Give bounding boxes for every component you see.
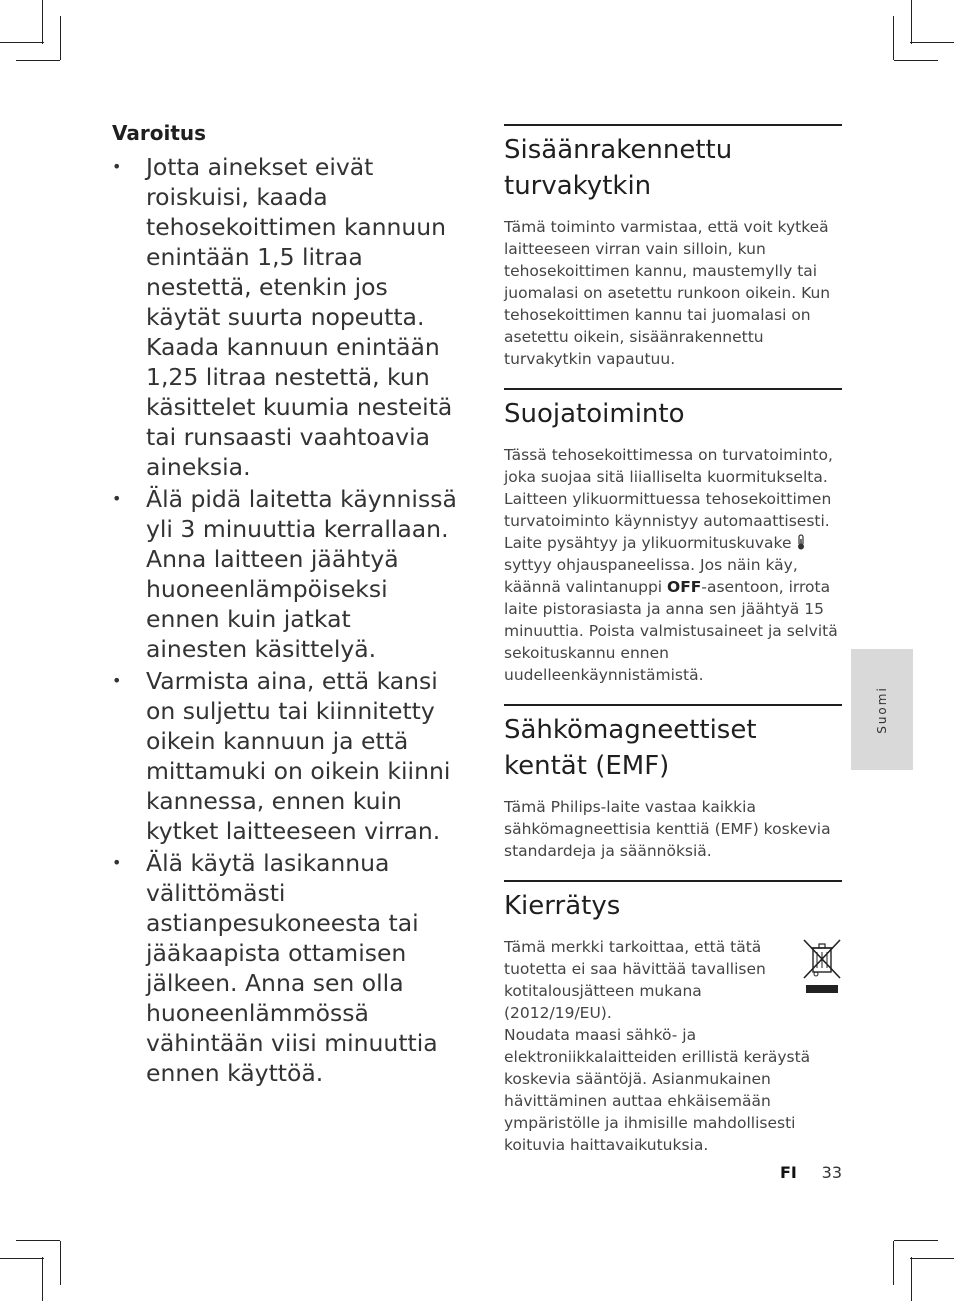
crop-mark	[60, 1241, 61, 1285]
section-heading: Kierrätys	[504, 891, 621, 921]
crop-mark	[60, 16, 61, 60]
section-body: Tämä Philips-laite vastaa kaikkia sähkömagneettisia kenttiä (EMF) koskevia standardeja ja säännöksiä.	[504, 798, 831, 860]
footer-language: FI	[780, 1163, 797, 1182]
crop-mark	[893, 1241, 894, 1285]
list-item: • Älä pidä laitetta käynnissä yli 3 minuuttia kerrallaan. Anna laitteen jäähtyä huoneenlämpöiseksi ennen kuin jatkat ainesten käsittelyä.	[112, 485, 457, 663]
crop-mark	[42, 1257, 43, 1301]
section-body: Tämä toiminto varmistaa, että voit kytkeä laitteeseen virran vain silloin, kun tehosekoittimen kannu, maustemylly tai juomalasi on asetettu runkoon oikein. Kun tehosekoittimen kannu tai juomalasi on asetettu oikein, sisäänrakennettu turvakytkin vapautuu.	[504, 218, 831, 368]
crossed-bin-icon	[802, 938, 842, 996]
section-heading: Suojatoiminto	[504, 399, 685, 429]
crop-mark	[0, 1258, 44, 1259]
section-body: Noudata maasi sähkö- ja elektroniikkalaitteiden erillistä keräystä koskevia sääntöjä. Asianmukainen hävittäminen auttaa ehkäisemään ympäristölle ja ihmisille mahdollisesti koituvia haittavaikutuksia.	[504, 1026, 811, 1154]
page-number: 33	[821, 1163, 842, 1182]
crop-mark	[16, 60, 60, 61]
list-item: • Varmista aina, että kansi on suljettu tai kiinnitetty oikein kannuun ja että mittamuki on oikein kiinni kannessa, ennen kuin kytket laitteeseen virran.	[112, 667, 451, 845]
section-body: Tässä tehosekoittimessa on turvatoiminto, joka suojaa sitä liialliselta kuormitukselta. Laitteen ylikuormittuessa tehosekoittimen turvatoiminto käynnistyy automaattisesti. Laite pysähtyy ja ylikuormituskuvake syttyy ohjauspaneelissa. Jos näin käy, käännä valintanuppi OFF-asentoon, irrota laite pistorasiasta ja anna sen jäähtyä 15 minuuttia. Poista valmistusaineet ja selvitä sekoituskannu ennen uudelleenkäynnistämistä.	[504, 446, 838, 684]
crop-mark	[42, 0, 43, 44]
list-item: • Jotta ainekset eivät roiskuisi, kaada tehosekoittimen kannuun enintään 1,5 litraa nestettä, etenkin jos käytät suurta nopeutta. Kaada kannuun enintään 1,25 litraa nestettä, kun käsittelet kuumia nesteitä tai runsaasti vaahtoavia aineksia.	[112, 153, 453, 481]
crop-mark	[894, 1240, 938, 1241]
recycling-row	[504, 936, 842, 1024]
warning-title: Varoitus	[112, 121, 207, 145]
section-heading: Sisäänrakennettu turvakytkin	[504, 135, 733, 201]
section-recycling	[504, 880, 842, 1156]
crop-mark	[0, 42, 44, 43]
language-tab	[851, 649, 913, 770]
crop-mark	[893, 16, 894, 60]
section-emf	[504, 704, 842, 862]
warning-column	[112, 118, 457, 1090]
crop-mark	[911, 0, 912, 44]
crop-mark	[910, 1258, 954, 1259]
bullet-icon: •	[112, 853, 122, 872]
crop-mark	[910, 42, 954, 43]
section-body: Tämä merkki tarkoittaa, että tätä tuotetta ei saa hävittää tavallisen kotitalousjätteen mukana (2012/19/EU).	[504, 938, 766, 1022]
bullet-icon: •	[112, 489, 122, 508]
off-label: OFF	[667, 578, 702, 596]
list-item: • Älä käytä lasikannua välittömästi astianpesukoneesta tai jääkaapista ottamisen jälkeen. Anna sen olla huoneenlämmössä vähintään viisi minuuttia ennen käyttöä.	[112, 849, 438, 1087]
crop-mark	[16, 1240, 60, 1241]
section-safety-switch	[504, 124, 842, 370]
info-column	[504, 124, 842, 1174]
warning-list	[112, 152, 457, 1088]
bullet-icon: •	[112, 157, 122, 176]
crop-mark	[894, 60, 938, 61]
crop-mark	[911, 1257, 912, 1301]
language-tab-label: Suomi	[875, 685, 889, 734]
bullet-icon: •	[112, 671, 122, 690]
thermometer-icon	[796, 534, 806, 550]
section-protection	[504, 388, 842, 686]
section-heading: Sähkömagneettiset kentät (EMF)	[504, 715, 757, 781]
page-footer	[780, 1163, 842, 1182]
